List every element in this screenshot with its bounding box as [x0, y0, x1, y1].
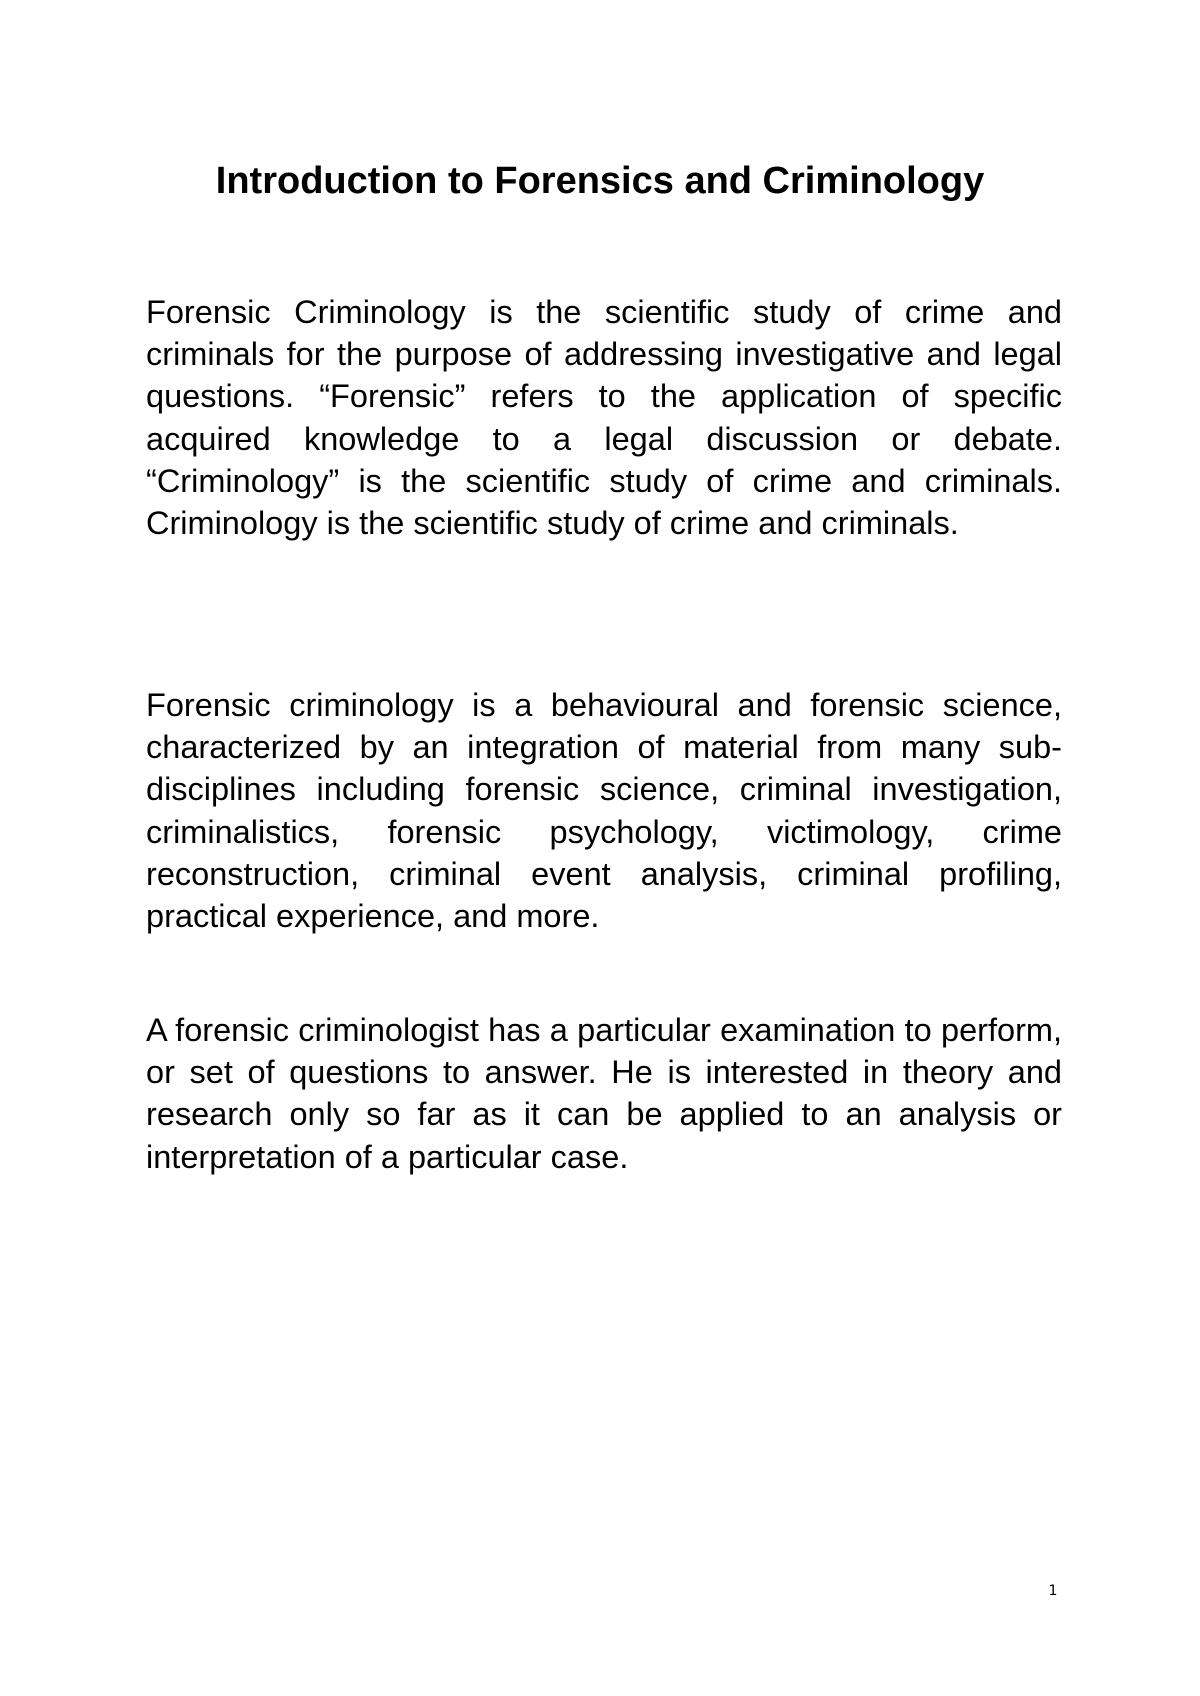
paragraph-2: Forensic criminology is a behavioural and forensic science, characterized by an integration of material from many sub-disciplines including forensic science, criminal investigation, criminalistics, forensic psychology, victimology, crime reconstruction, criminal event analysis, criminal profiling, practical experience, and more. [146, 687, 1062, 935]
page-number: 1 [1048, 1583, 1058, 1599]
paragraph-3: A forensic criminologist has a particular examination to perform, or set of questions to answer. He is interested in theory and research only so far as it can be applied to an analysis or interpretation of a particular case. [146, 1012, 1062, 1175]
paragraph-1: Forensic Criminology is the scientific study of crime and criminals for the purpose of addressing investigative and legal questions. “Forensic” refers to the application of specific acquired knowledge to a legal discussion or debate. “Criminology” is the scientific study of crime and criminals. Criminology is the scientific study of crime and criminals. [146, 294, 1062, 542]
document-title: Introduction to Forensics and Criminology [215, 160, 985, 202]
